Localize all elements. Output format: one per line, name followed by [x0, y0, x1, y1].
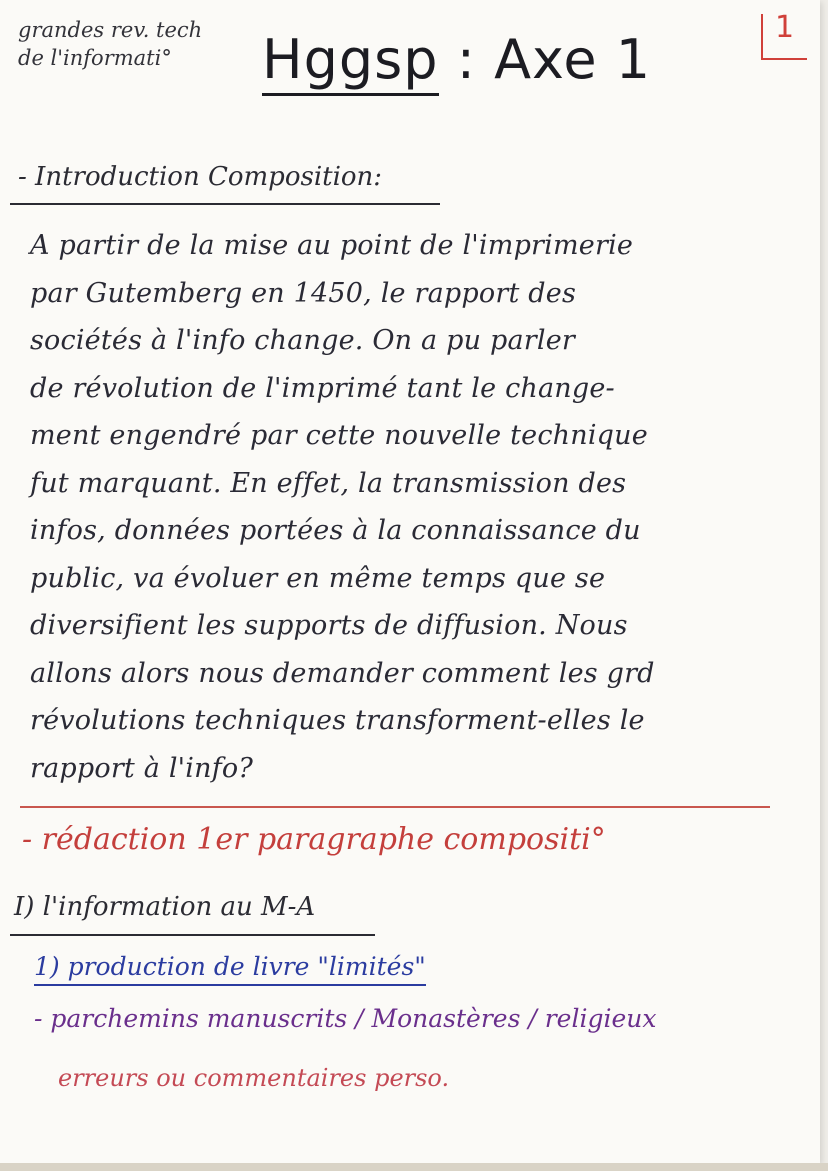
errors-line: erreurs ou commentaires perso.: [58, 1064, 450, 1092]
corner-note-line-1: grandes rev. tech: [18, 18, 203, 42]
subsection-heading: [34, 952, 426, 981]
paragraph-line: fut marquant. En effet, la transmission des: [30, 467, 627, 499]
title-main: Hggsp: [262, 28, 439, 96]
corner-note-line-2: de l'informati°: [18, 46, 172, 70]
page-number-box: [757, 8, 809, 60]
title-suffix: : Axe 1: [438, 28, 652, 91]
paragraph-line: diversifient les supports de diffusion. Nous: [30, 610, 628, 641]
paragraph-line: par Gutemberg en 1450, le rapport des: [30, 277, 577, 309]
paragraph-line: A partir de la mise au point de l'imprimerie: [30, 230, 634, 261]
part-heading-rule: [10, 934, 375, 936]
bullet-line: - parchemins manuscrits / Monastères / religieux: [34, 1004, 657, 1033]
page-title: [262, 28, 651, 91]
section-divider: [20, 806, 770, 808]
paragraph-line: public, va évoluer en même temps que se: [30, 562, 606, 594]
intro-paragraph: [30, 222, 820, 792]
page-edge: [0, 1163, 828, 1171]
paragraph-line: rapport à l'info?: [30, 752, 254, 784]
paragraph-line: de révolution de l'imprimé tant le change-: [30, 372, 615, 404]
corner-note: [18, 16, 202, 72]
paragraph-line: infos, données portées à la connaissance du: [30, 515, 641, 546]
paragraph-line: révolutions techniques transforment-elles le: [30, 705, 645, 736]
subsection-heading-text: 1) production de livre "limités": [34, 952, 426, 986]
redaction-heading: - rédaction 1er paragraphe compositi°: [22, 822, 606, 857]
part-heading: I) l'information au M-A: [14, 892, 316, 922]
page-number-bracket-horizontal: [761, 58, 807, 60]
intro-heading: - Introduction Composition:: [18, 162, 383, 192]
intro-heading-rule: [10, 203, 440, 205]
paragraph-line: allons alors nous demander comment les grd: [30, 657, 655, 689]
page-number-bracket-vertical: [761, 14, 763, 58]
page-number: 1: [775, 10, 795, 45]
paragraph-line: ment engendré par cette nouvelle technique: [30, 420, 648, 451]
paragraph-line: sociétés à l'info change. On a pu parler: [30, 325, 575, 356]
